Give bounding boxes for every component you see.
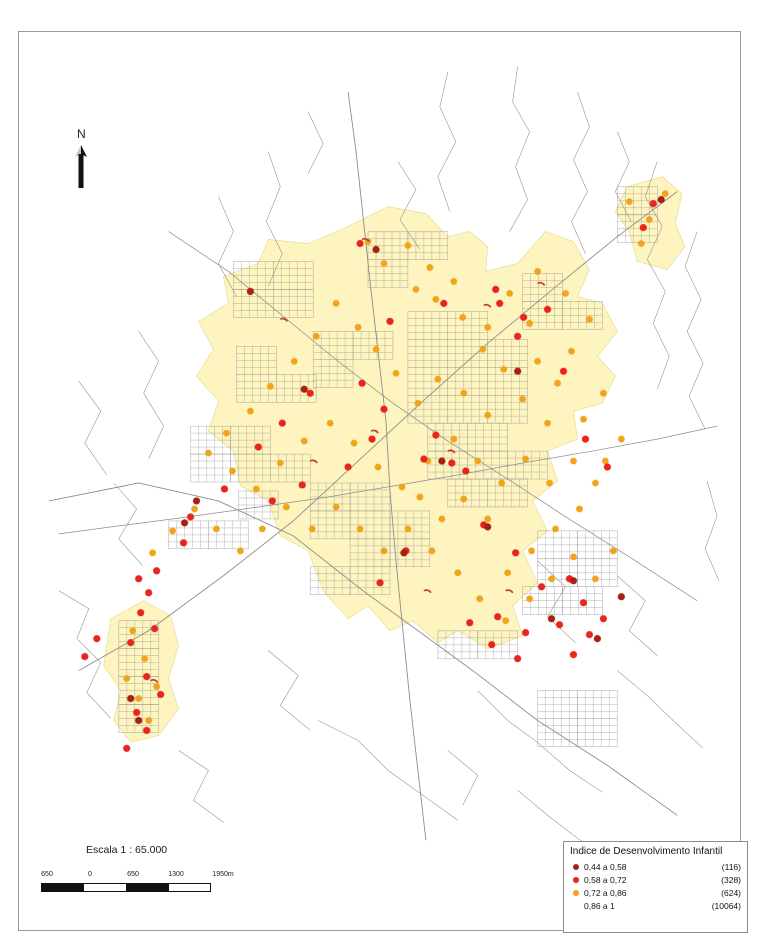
legend-item-count: (624) [721,887,741,898]
scale-bar-block [41,844,301,904]
legend-item-count: (10064) [711,900,741,911]
legend-item [570,860,741,873]
scale-tick-3: 1300 [168,871,184,878]
urban-area-polygons [104,177,685,743]
legend-dot-icon [570,903,582,909]
north-arrow-glyph [67,143,107,193]
scale-segment [169,884,210,891]
map-canvas [19,32,740,930]
north-arrow [67,127,107,192]
legend-title: Indice de Desenvolvimento Infantil [570,846,723,857]
legend-item-label: 0,58 a 0,72 [584,874,627,885]
north-arrow-label: N [77,127,86,141]
scale-tick-2: 650 [127,871,139,878]
legend-item-label: 0,44 a 0,58 [584,861,627,872]
legend [563,841,748,933]
scale-tick-labels [41,871,241,883]
legend-item-count: (328) [721,874,741,885]
scale-tick-4: 1950m [212,871,234,878]
map-frame [18,31,741,931]
legend-dot-icon [570,864,582,870]
legend-item [570,873,741,886]
legend-item [570,886,741,899]
scale-bar [41,883,211,892]
scale-segment [42,884,84,891]
legend-item-label: 0,86 a 1 [584,900,615,911]
scale-segment [127,884,169,891]
scale-caption: Escala 1 : 65.000 [86,844,168,856]
scale-tick-1: 0 [88,871,92,878]
legend-item-count: (116) [721,861,741,872]
scale-segment [84,884,126,891]
legend-item-label: 0,72 a 0,86 [584,887,627,898]
legend-dot-icon [570,890,582,896]
legend-item [570,899,741,912]
legend-dot-icon [570,877,582,883]
scale-tick-0: 650 [41,871,53,878]
